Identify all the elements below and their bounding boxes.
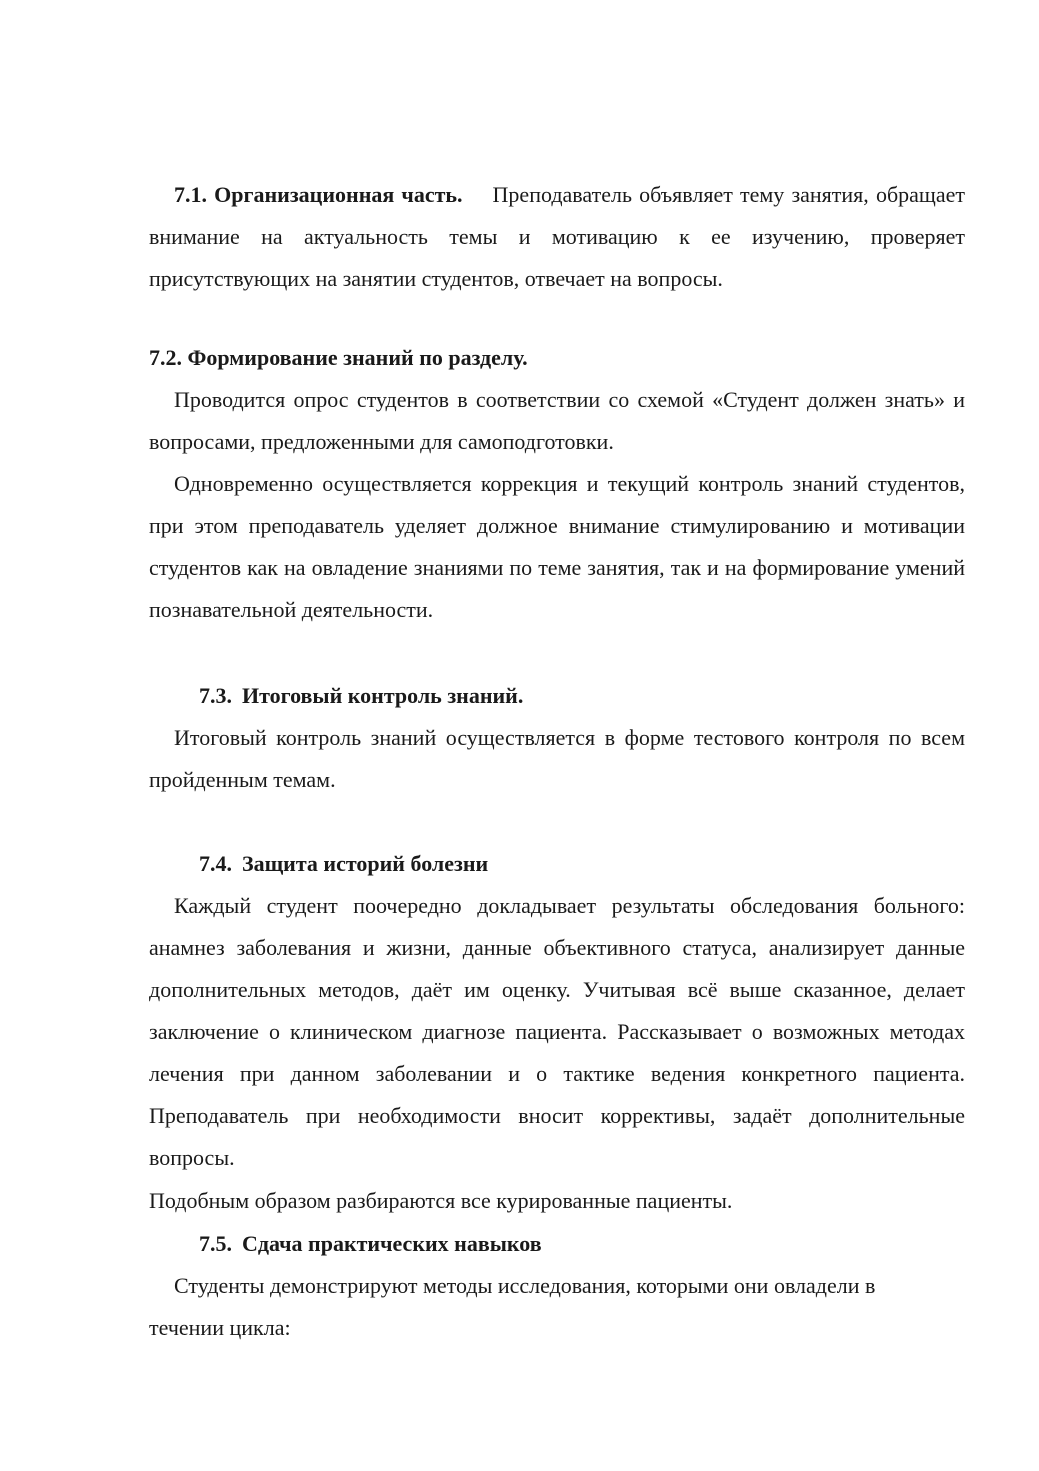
section-7-3-heading: Итоговый контроль знаний. (242, 683, 524, 708)
section-7-2-heading: 7.2. Формирование знаний по разделу. (149, 345, 528, 370)
section-7-2-paragraph-2: Одновременно осуществляется коррекция и текущий контроль знаний студентов, при этом преподаватель уделяет должное внимание стимулированию и мотивации студентов как на овладение знаниями по теме занятия, так и на формирование умений познавательной деятельности. (149, 471, 965, 622)
section-7-5-paragraph-1: Студенты демонстрируют методы исследования, которыми они овладели в течении цикла: (149, 1273, 876, 1340)
section-7-3-heading-line (149, 675, 965, 717)
section-7-1 (149, 174, 965, 300)
section-7-3-number: 7.3. (199, 683, 232, 708)
section-7-4-heading-line (149, 843, 965, 885)
section-7-4-paragraph-1: Каждый студент поочередно докладывает результаты обследования больного: анамнез заболевания и жизни, данные объективного статуса, анализирует данные дополнительных методов, даёт им оценку. Учитывая всё выше сказанное, делает заключение о клиническом диагнозе пациента. Рассказывает о возможных методах лечения при данном заболевании и о тактике ведения конкретного пациента. Преподаватель при необходимости вносит коррективы, задаёт дополнительные вопросы. (149, 893, 965, 1170)
section-7-3-paragraph-1: Итоговый контроль знаний осуществляется в форме тестового контроля по всем пройденным темам. (149, 725, 965, 792)
section-7-5-heading: Сдача практических навыков (242, 1231, 542, 1256)
section-7-5-number: 7.5. (199, 1231, 232, 1256)
section-7-4-heading: Защита историй болезни (242, 851, 489, 876)
section-7-5-heading-line (149, 1223, 965, 1265)
section-7-4-number: 7.4. (199, 851, 232, 876)
section-7-1-text: Преподаватель объявляет тему занятия, обращает внимание на актуальность темы и мотивацию к ее изучению, проверяет присутствующих на занятии студентов, отвечает на вопросы. (149, 182, 965, 291)
section-7-2-paragraph-1: Проводится опрос студентов в соответствии со схемой «Студент должен знать» и вопросами, предложенными для самоподготовки. (149, 387, 965, 454)
section-7-4-paragraph-2: Подобным образом разбираются все курированные пациенты. (149, 1188, 733, 1213)
section-7-1-heading: 7.1. Организационная часть. (174, 182, 463, 207)
